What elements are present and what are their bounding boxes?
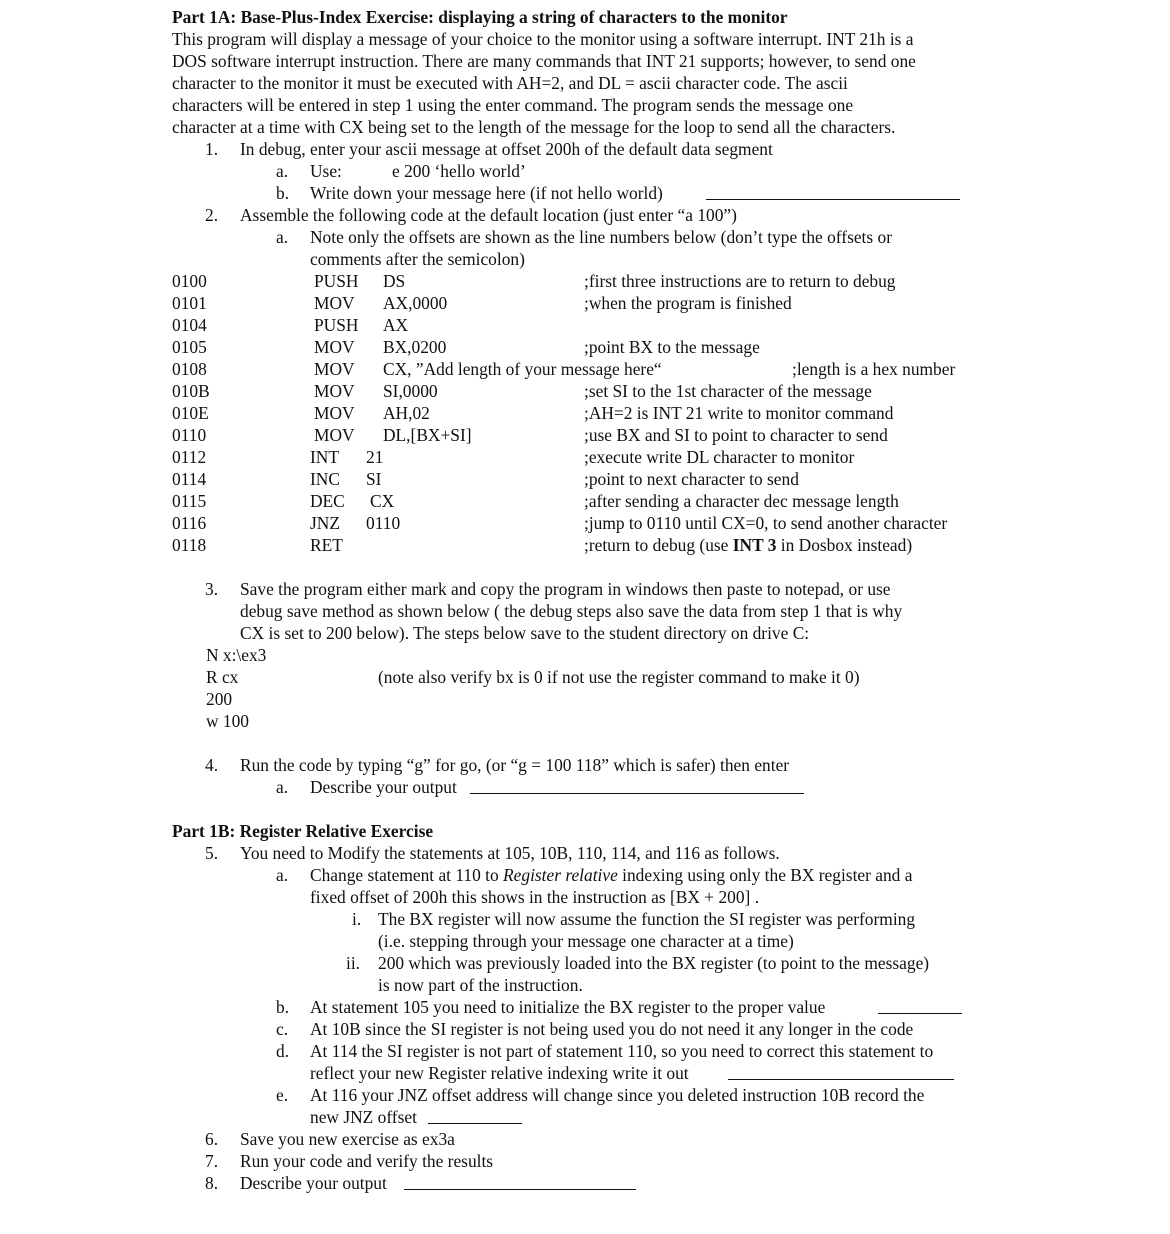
code-comment: ;AH=2 is INT 21 write to monitor command xyxy=(584,403,894,423)
code-opcode: INC xyxy=(310,469,340,489)
code-comment-text: in Dosbox instead) xyxy=(776,535,913,555)
code-line xyxy=(172,270,1002,292)
step-3-cont xyxy=(172,600,1002,622)
code-offset: 010E xyxy=(172,403,209,423)
step-2 xyxy=(172,204,1002,226)
step-text: Run your code and verify the results xyxy=(240,1151,494,1171)
substep-text: Use: xyxy=(310,161,342,181)
code-offset: 0116 xyxy=(172,513,207,533)
step-5a xyxy=(172,864,1002,886)
code-line xyxy=(172,446,1002,468)
substep-letter: b. xyxy=(276,183,290,203)
step-5a-cont xyxy=(172,886,1002,908)
code-offset: 0118 xyxy=(172,535,207,555)
substep-text-italic: Register relative xyxy=(503,865,618,885)
code-operand: AX xyxy=(383,315,409,335)
step-1a xyxy=(172,160,1002,182)
step-text: Describe your output xyxy=(240,1173,387,1193)
code-line xyxy=(172,292,1002,314)
step-text: Save the program either mark and copy the program in windows then paste to notepad, or use xyxy=(240,579,891,599)
code-opcode: MOV xyxy=(314,293,355,313)
debug-save-cmd xyxy=(172,644,1002,666)
step-4a xyxy=(172,776,1002,798)
code-operand: AX,0000 xyxy=(383,293,448,313)
code-line xyxy=(172,534,1002,556)
step-number: 7. xyxy=(205,1151,219,1171)
code-line xyxy=(172,402,1002,424)
substep-text: reflect your new Register relative indexing write it out xyxy=(310,1063,689,1083)
code-opcode: PUSH xyxy=(314,271,359,291)
debug-command: R cx xyxy=(206,667,239,687)
step-number: 4. xyxy=(205,755,219,775)
substep-letter: a. xyxy=(276,161,289,181)
substep-text: fixed offset of 200h this shows in the instruction as [BX + 200] . xyxy=(310,887,760,907)
code-operand: DS xyxy=(383,271,406,291)
substep-letter: d. xyxy=(276,1041,290,1061)
step-5d-cont xyxy=(172,1062,1002,1084)
step-3 xyxy=(172,578,1002,600)
code-offset: 0101 xyxy=(172,293,207,313)
code-opcode: JNZ xyxy=(310,513,340,533)
intro-line: This program will display a message of your choice to the monitor using a software interrupt. INT 21h is a xyxy=(172,29,914,49)
code-offset: 0104 xyxy=(172,315,207,335)
step-text: debug save method as shown below ( the debug steps also save the data from step 1 that is why xyxy=(240,601,903,621)
code-comment: ;length is a hex number xyxy=(792,359,956,379)
substep-text xyxy=(310,864,912,886)
code-comment-bold: INT 3 xyxy=(732,535,777,555)
step-text: You need to Modify the statements at 105, 10B, 110, 114, and 116 as follows. xyxy=(240,843,780,863)
substep-text-part: indexing using only the BX register and a xyxy=(617,865,913,885)
code-operand: CX, ”Add length of your message here“ xyxy=(383,359,662,379)
code-operand: 21 xyxy=(366,447,384,467)
code-operand: BX,0200 xyxy=(383,337,447,357)
code-operand: SI,0000 xyxy=(383,381,438,401)
substep-text: new JNZ offset xyxy=(310,1107,417,1127)
answer-blank[interactable] xyxy=(470,776,804,794)
code-comment: ;jump to 0110 until CX=0, to send another character xyxy=(584,513,948,533)
debug-command: w 100 xyxy=(206,711,249,731)
substep-text-part: Change statement at 110 to xyxy=(310,865,504,885)
code-comment: ;first three instructions are to return to debug xyxy=(584,271,896,291)
code-line xyxy=(172,358,1002,380)
code-offset: 010B xyxy=(172,381,210,401)
roman-numeral: i. xyxy=(352,909,362,929)
code-comment: ;execute write DL character to monitor xyxy=(584,447,855,467)
step-2a xyxy=(172,226,1002,248)
step-5e-cont xyxy=(172,1106,1002,1128)
code-comment: ;when the program is finished xyxy=(584,293,792,313)
answer-blank[interactable] xyxy=(404,1172,636,1190)
code-line xyxy=(172,512,1002,534)
code-opcode: MOV xyxy=(314,359,355,379)
substep-text: At statement 105 you need to initialize the BX register to the proper value xyxy=(310,997,826,1017)
substep-letter: e. xyxy=(276,1085,289,1105)
code-line xyxy=(172,468,1002,490)
code-operand: CX xyxy=(370,491,395,511)
substep-text: At 114 the SI register is not part of statement 110, so you need to correct this statement to xyxy=(310,1041,934,1061)
step-number: 5. xyxy=(205,843,219,863)
intro-line: characters will be entered in step 1 using the enter command. The program sends the message one xyxy=(172,95,854,115)
step-text: Run the code by typing “g” for go, (or “g = 100 118” which is safer) then enter xyxy=(240,755,790,775)
step-5 xyxy=(172,842,1002,864)
code-opcode: MOV xyxy=(314,403,355,423)
spacer xyxy=(172,556,1002,578)
debug-save-cmd xyxy=(172,710,1002,732)
debug-command: N x:\ex3 xyxy=(206,645,267,665)
code-opcode: PUSH xyxy=(314,315,359,335)
code-comment: ;use BX and SI to point to character to send xyxy=(584,425,888,445)
substep-letter: a. xyxy=(276,865,289,885)
code-offset: 0110 xyxy=(172,425,207,445)
substep-text: At 10B since the SI register is not being used you do not need it any longer in the code xyxy=(310,1019,914,1039)
code-comment-text: ;return to debug (use xyxy=(584,535,733,555)
substep-text: Write down your message here (if not hello world) xyxy=(310,183,663,203)
intro-line: character at a time with CX being set to the length of the message for the loop to send all the characters. xyxy=(172,117,896,137)
intro-line: character to the monitor it must be executed with AH=2, and DL = ascii character code. The ascii xyxy=(172,73,848,93)
step-4 xyxy=(172,754,1002,776)
code-line xyxy=(172,424,1002,446)
code-opcode: MOV xyxy=(314,337,355,357)
step-number: 2. xyxy=(205,205,219,225)
part1b-title: Part 1B: Register Relative Exercise xyxy=(172,821,434,841)
step-1b xyxy=(172,182,1002,204)
step-5c xyxy=(172,1018,1002,1040)
step-2a-cont xyxy=(172,248,1002,270)
code-comment: ;point BX to the message xyxy=(584,337,760,357)
code-opcode: INT xyxy=(310,447,339,467)
step-text: CX is set to 200 below). The steps below save to the student directory on drive C: xyxy=(240,623,810,643)
code-line xyxy=(172,314,1002,336)
substep-letter: b. xyxy=(276,997,290,1017)
code-operand: 0110 xyxy=(366,513,401,533)
answer-blank[interactable] xyxy=(428,1106,522,1124)
step-text: Save you new exercise as ex3a xyxy=(240,1129,455,1149)
step-text: Assemble the following code at the default location (just enter “a 100”) xyxy=(240,205,737,225)
code-comment: ;after sending a character dec message length xyxy=(584,491,899,511)
document xyxy=(172,6,1002,1194)
step-number: 8. xyxy=(205,1173,219,1193)
code-comment: ;set SI to the 1st character of the message xyxy=(584,381,872,401)
code-operand: SI xyxy=(366,469,382,489)
step-5e xyxy=(172,1084,1002,1106)
step-5a-ii-cont xyxy=(172,974,1002,996)
step-3-cont xyxy=(172,622,1002,644)
debug-note: (note also verify bx is 0 if not use the register command to make it 0) xyxy=(378,667,860,687)
step-5b xyxy=(172,996,1002,1018)
step-number: 3. xyxy=(205,579,219,599)
code-comment xyxy=(584,534,912,556)
answer-blank[interactable] xyxy=(878,996,962,1014)
code-line xyxy=(172,490,1002,512)
code-listing xyxy=(172,270,1002,556)
step-1 xyxy=(172,138,1002,160)
code-offset: 0100 xyxy=(172,271,207,291)
subitem-text: The BX register will now assume the function the SI register was performing xyxy=(378,909,916,929)
debug-command: e 200 ‘hello world’ xyxy=(392,161,526,181)
debug-save-cmd xyxy=(172,666,1002,688)
substep-letter: a. xyxy=(276,777,289,797)
subitem-text: is now part of the instruction. xyxy=(378,975,583,995)
part1a-title: Part 1A: Base-Plus-Index Exercise: displaying a string of characters to the monitor xyxy=(172,7,788,27)
subitem-text: (i.e. stepping through your message one character at a time) xyxy=(378,931,794,951)
code-comment: ;point to next character to send xyxy=(584,469,799,489)
substep-text: Note only the offsets are shown as the line numbers below (don’t type the offsets or xyxy=(310,227,892,247)
spacer xyxy=(172,732,1002,754)
code-operand: DL,[BX+SI] xyxy=(383,425,472,445)
code-opcode: RET xyxy=(310,535,343,555)
step-8 xyxy=(172,1172,1002,1194)
spacer xyxy=(172,798,1002,820)
code-line xyxy=(172,336,1002,358)
step-text: In debug, enter your ascii message at offset 200h of the default data segment xyxy=(240,139,773,159)
roman-numeral: ii. xyxy=(346,953,361,973)
debug-command: 200 xyxy=(206,689,233,709)
step-5d xyxy=(172,1040,1002,1062)
substep-text: At 116 your JNZ offset address will change since you deleted instruction 10B record the xyxy=(310,1085,925,1105)
code-offset: 0115 xyxy=(172,491,207,511)
substep-text: comments after the semicolon) xyxy=(310,249,525,269)
intro-line: DOS software interrupt instruction. There are many commands that INT 21 supports; however, to send one xyxy=(172,51,916,71)
answer-blank[interactable] xyxy=(706,182,960,200)
code-offset: 0114 xyxy=(172,469,207,489)
step-6 xyxy=(172,1128,1002,1150)
code-operand: AH,02 xyxy=(383,403,430,423)
step-5a-ii xyxy=(172,952,1002,974)
code-offset: 0105 xyxy=(172,337,207,357)
substep-letter: a. xyxy=(276,227,289,247)
code-opcode: DEC xyxy=(310,491,345,511)
substep-letter: c. xyxy=(276,1019,289,1039)
step-number: 6. xyxy=(205,1129,219,1149)
step-number: 1. xyxy=(205,139,219,159)
code-offset: 0112 xyxy=(172,447,207,467)
code-opcode: MOV xyxy=(314,425,355,445)
substep-text: Describe your output xyxy=(310,777,457,797)
code-opcode: MOV xyxy=(314,381,355,401)
debug-save-cmd xyxy=(172,688,1002,710)
step-7 xyxy=(172,1150,1002,1172)
code-line xyxy=(172,380,1002,402)
code-offset: 0108 xyxy=(172,359,207,379)
step-5a-i xyxy=(172,908,1002,930)
step-5a-i-cont xyxy=(172,930,1002,952)
subitem-text: 200 which was previously loaded into the BX register (to point to the message) xyxy=(378,953,930,973)
answer-blank[interactable] xyxy=(728,1062,954,1080)
